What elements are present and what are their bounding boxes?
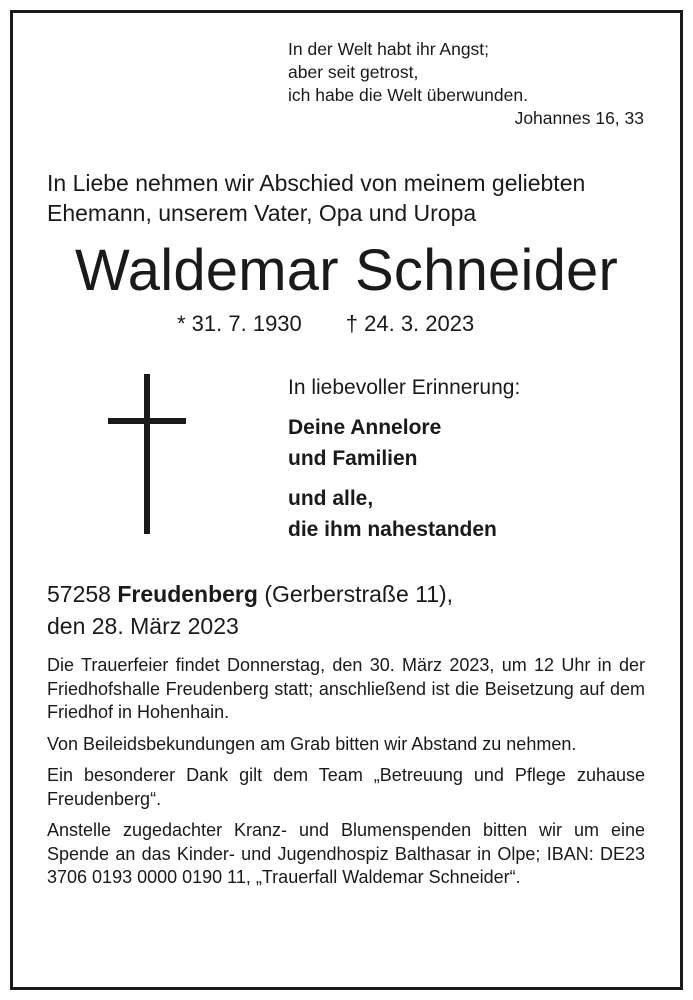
intro-text xyxy=(47,168,667,228)
bible-verse xyxy=(288,38,648,130)
city-name: Freudenberg xyxy=(117,581,258,607)
funeral-service-text: Die Trauerfeier findet Donnerstag, den 30. März 2023, um 12 Uhr in der Friedhofshalle Freudenberg statt; anschließend ist die Beisetzung auf dem Friedhof in Hohenhain. xyxy=(47,655,645,722)
mourner-line: Deine Annelore xyxy=(288,416,442,439)
verse-line: In der Welt habt ihr Angst; xyxy=(288,39,490,59)
street-address: (Gerberstraße 11), xyxy=(264,581,454,607)
verse-reference: Johannes 16, 33 xyxy=(514,108,644,128)
mourners-heading: In liebevoller Erinnerung: xyxy=(288,376,521,399)
mourner-line: und Familien xyxy=(288,447,418,470)
notice-date: den 28. März 2023 xyxy=(47,613,239,639)
mourners-block xyxy=(288,372,648,545)
life-dates xyxy=(177,310,537,338)
death-date: † 24. 3. 2023 xyxy=(345,311,475,336)
deceased-name: Waldemar Schneider xyxy=(74,238,619,303)
intro-line: Ehemann, unserem Vater, Opa und Uropa xyxy=(47,200,477,226)
address-block xyxy=(47,578,667,642)
postal-code: 57258 xyxy=(47,581,111,607)
mourner-line: die ihm nahestanden xyxy=(288,518,497,541)
cross-icon xyxy=(108,374,186,534)
details-block xyxy=(47,654,645,898)
thanks-text: Ein besonderer Dank gilt dem Team „Betreuung und Pflege zuhause Freudenberg“. xyxy=(47,765,645,809)
condolence-text: Von Beileidsbekundungen am Grab bitten wir Abstand zu nehmen. xyxy=(47,733,577,754)
intro-line: In Liebe nehmen wir Abschied von meinem geliebten xyxy=(47,170,586,196)
mourner-line: und alle, xyxy=(288,487,374,510)
address-line xyxy=(47,578,667,610)
birth-date: * 31. 7. 1930 xyxy=(177,311,302,336)
verse-line: aber seit getrost, xyxy=(288,62,419,82)
verse-line: ich habe die Welt überwunden. xyxy=(288,85,528,105)
donation-text: Anstelle zugedachter Kranz- und Blumenspenden bitten wir um eine Spende an das Kinder- und Jugendhospiz Balthasar in Olpe; IBAN: DE23 3706 0193 0000 0190 11, „Trauerfall Waldemar Schneider“. xyxy=(47,820,645,887)
